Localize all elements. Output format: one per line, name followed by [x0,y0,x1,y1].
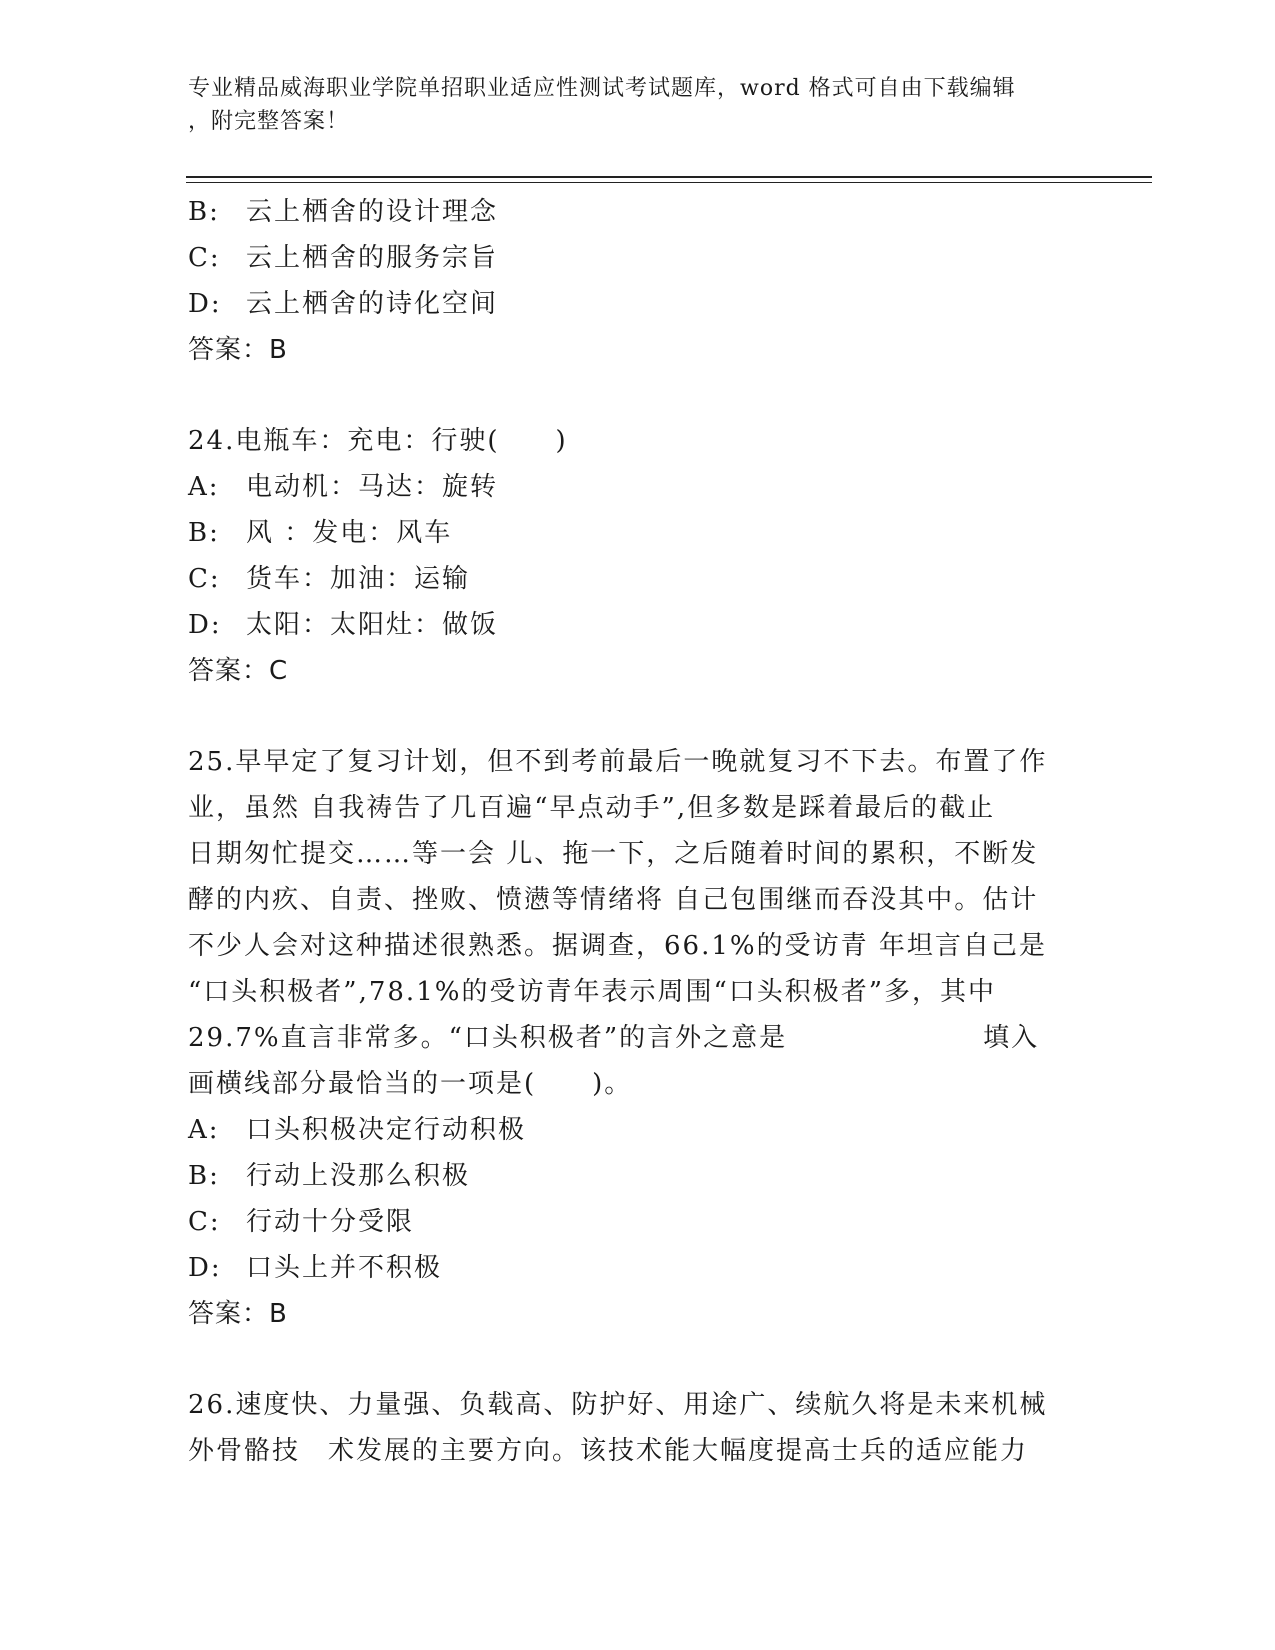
question-25-options [188,1107,1088,1291]
question-content [188,189,1088,1474]
stem-line: 酵的内疚、自责、挫败、愤懑等情绪将 自己包围继而吞没其中。估计 [188,885,1039,915]
option-a [188,1107,1088,1153]
page-header [188,72,1068,138]
stem-line: 日期匆忙提交……等一会 儿、拖一下，之后随着时间的累积，不断发 [188,839,1039,869]
option-text: 口头上并不积极 [246,1253,443,1283]
question-24-answer: 答案：C [188,656,289,686]
option-text: 行动上没那么积极 [246,1161,471,1191]
stem-line: “口头积极者”,78.1%的受访青年表示周围“口头积极者”多，其中 [188,977,997,1007]
header-rule-thin [186,182,1152,183]
option-text: 太阳：太阳灶：做饭 [246,610,499,640]
option-c [188,235,1088,281]
option-c [188,1199,1088,1245]
option-d [188,281,1088,327]
stem-line: 不少人会对这种描述很熟悉。据调查，66.1%的受访青 年坦言自己是 [188,931,1047,961]
option-b [188,510,1088,556]
option-key: D: [188,1253,222,1283]
stem-line: 26.速度快、力量强、负载高、防护好、用途广、续航久将是未来机械 [188,1390,1048,1420]
option-key: B: [188,518,220,548]
option-b [188,1153,1088,1199]
header-rule-thick [186,176,1152,178]
option-text: 口头积极决定行动积极 [246,1115,527,1145]
option-a [188,464,1088,510]
stem-line: 业，虽然 自我祷告了几百遍“早点动手”,但多数是踩着最后的截止 [188,793,996,823]
header-line-2: ，附完整答案！ [188,109,350,134]
question-24-stem: 24.电瓶车：充电：行驶( ) [188,426,568,456]
option-text: 行动十分受限 [246,1207,415,1237]
option-key: C: [188,243,221,273]
option-key: A: [188,472,220,502]
option-key: D: [188,610,222,640]
option-key: B: [188,1161,220,1191]
option-text: 云上栖舍的设计理念 [246,197,499,227]
option-key: C: [188,564,221,594]
option-key: D: [188,289,222,319]
question-25-answer: 答案：B [188,1299,288,1329]
stem-line: 29.7%直言非常多。“口头积极者”的言外之意是 填入 [188,1023,1040,1053]
option-key: C: [188,1207,221,1237]
question-23-options [188,189,1088,327]
question-25-stem [188,739,1068,1107]
stem-line: 画横线部分最恰当的一项是( )。 [188,1069,633,1099]
option-d [188,602,1088,648]
stem-line: 外骨骼技 术发展的主要方向。该技术能大幅度提高士兵的适应能力 [188,1436,1029,1466]
option-key: B: [188,197,220,227]
option-b [188,189,1088,235]
question-24-options [188,464,1088,648]
option-key: A: [188,1115,220,1145]
question-23-answer: 答案：B [188,335,288,365]
option-text: 电动机：马达：旋转 [246,472,499,502]
option-text: 云上栖舍的诗化空间 [246,289,499,319]
option-text: 云上栖舍的服务宗旨 [246,243,499,273]
header-line-1: 专业精品威海职业学院单招职业适应性测试考试题库，word 格式可自由下载编辑 [188,76,1016,101]
stem-line: 25.早早定了复习计划，但不到考前最后一晚就复习不下去。布置了作 [188,747,1048,777]
question-26-stem [188,1382,1068,1474]
option-d [188,1245,1088,1291]
option-text: 风 ：发电：风车 [246,518,453,548]
option-text: 货车：加油：运输 [246,564,471,594]
option-c [188,556,1088,602]
